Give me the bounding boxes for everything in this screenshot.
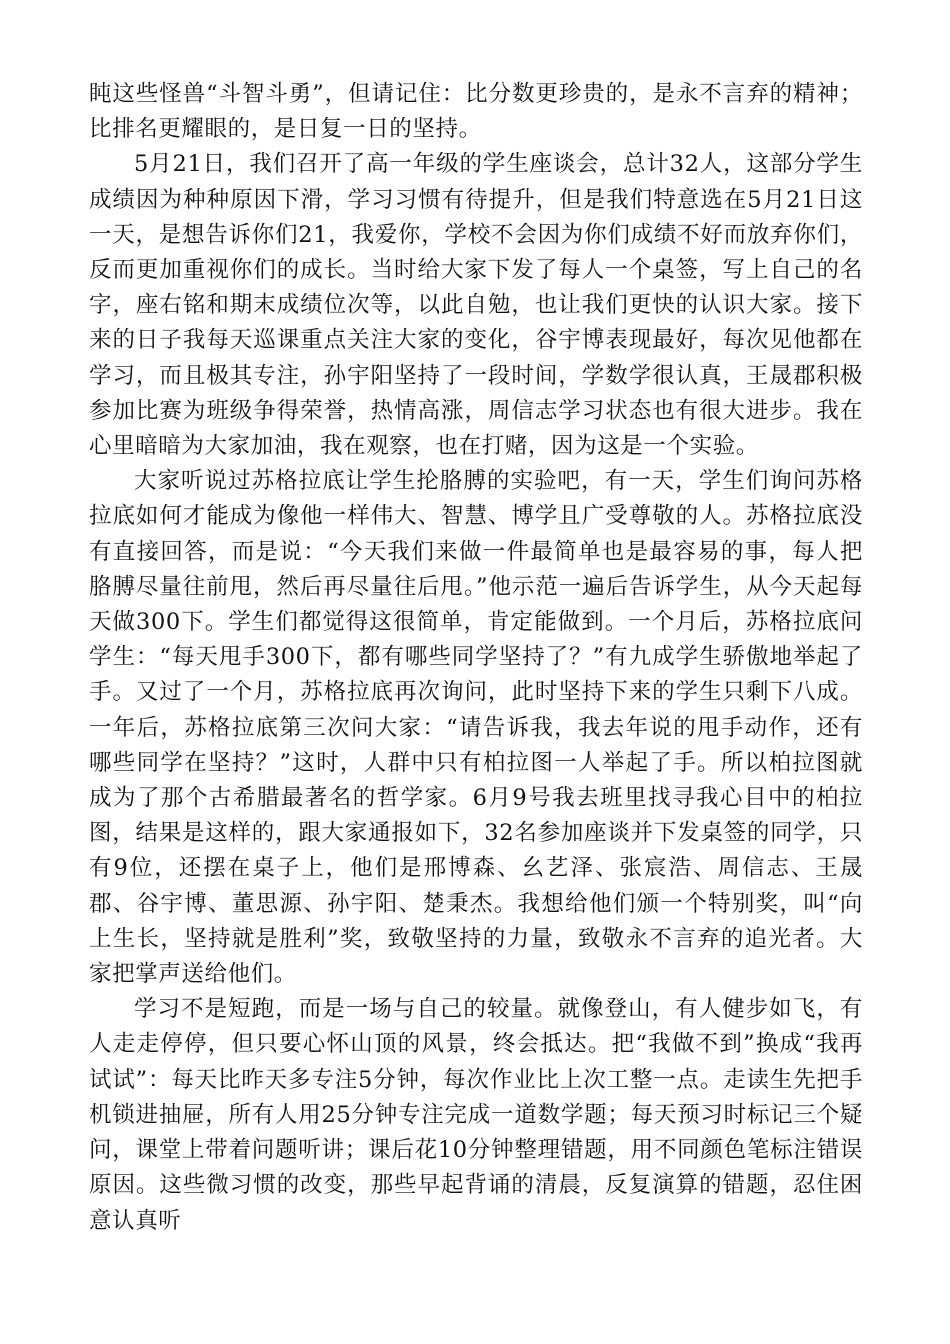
paragraph-continued: 盹这些怪兽“斗智斗勇”，但请记住：比分数更珍贵的，是永不言弃的精神；比排名更耀眼的，是日复一日的坚持。 <box>89 81 863 143</box>
paragraph-study-habits: 学习不是短跑，而是一场与自己的较量。就像登山，有人健步如飞，有人走走停停，但只要心怀山顶的风景，终会抵达。把“我做不到”换成“我再试试”：每天比昨天多专注5分钟，每次作业比上次工整一点。走读生先把手机锁进抽屉，所有人用25分钟专注完成一道数学题；每天预习时标记三个疑问，课堂上带着问题听讲；课后花10分钟整理错题，用不同颜色笔标注错误原因。这些微习惯的改变，那些早起背诵的清晨，反复演算的错题，忍住困意认真听 <box>89 996 863 1234</box>
document-body <box>89 77 863 1239</box>
paragraph-student-meeting: 5月21日，我们召开了高一年级的学生座谈会，总计32人，这部分学生成绩因为种种原因下滑，学习习惯有待提升，但是我们特意选在5月21日这一天，是想告诉你们21，我爱你，学校不会因为你们成绩不好而放弃你们，反而更加重视你们的成长。当时给大家下发了每人一个桌签，写上自己的名字，座右铭和期末成绩位次等，以此自勉，也让我们更快的认识大家。接下来的日子我每天巡课重点关注大家的变化，谷宇博表现最好，每次见他都在学习，而且极其专注，孙宇阳坚持了一段时间，学数学很认真，王晟郡积极参加比赛为班级争得荣誉，热情高涨，周信志学习状态也有很大进步。我在心里暗暗为大家加油，我在观察，也在打赌，因为这是一个实验。 <box>89 151 863 460</box>
paragraph-socrates-experiment: 大家听说过苏格拉底让学生抡胳膊的实验吧，有一天，学生们询问苏格拉底如何才能成为像他一样伟大、智慧、博学且广受尊敬的人。苏格拉底没有直接回答，而是说：“今天我们来做一件最简单也是最容易的事，每人把胳膊尽量往前甩，然后再尽量往后甩。”他示范一遍后告诉学生，从今天起每天做300下。学生们都觉得这很简单，肯定能做到。一个月后，苏格拉底问学生：“每天甩手300下，都有哪些同学坚持了？”有九成学生骄傲地举起了手。又过了一个月，苏格拉底再次询问，此时坚持下来的学生只剩下八成。一年后，苏格拉底第三次问大家：“请告诉我，我去年说的甩手动作，还有哪些同学在坚持？”这时，人群中只有柏拉图一人举起了手。所以柏拉图就成为了那个古希腊最著名的哲学家。6月9号我去班里找寻我心目中的柏拉图，结果是这样的，跟大家通报如下，32名参加座谈并下发桌签的同学，只有9位，还摆在桌子上，他们是邢博森、幺艺泽、张宸浩、周信志、王晟郡、谷宇博、董思源、孙宇阳、楚秉杰。我想给他们颁一个特别奖，叫“向上生长，坚持就是胜利”奖，致敬坚持的力量，致敬永不言弃的追光者。大家把掌声送给他们。 <box>89 468 863 988</box>
